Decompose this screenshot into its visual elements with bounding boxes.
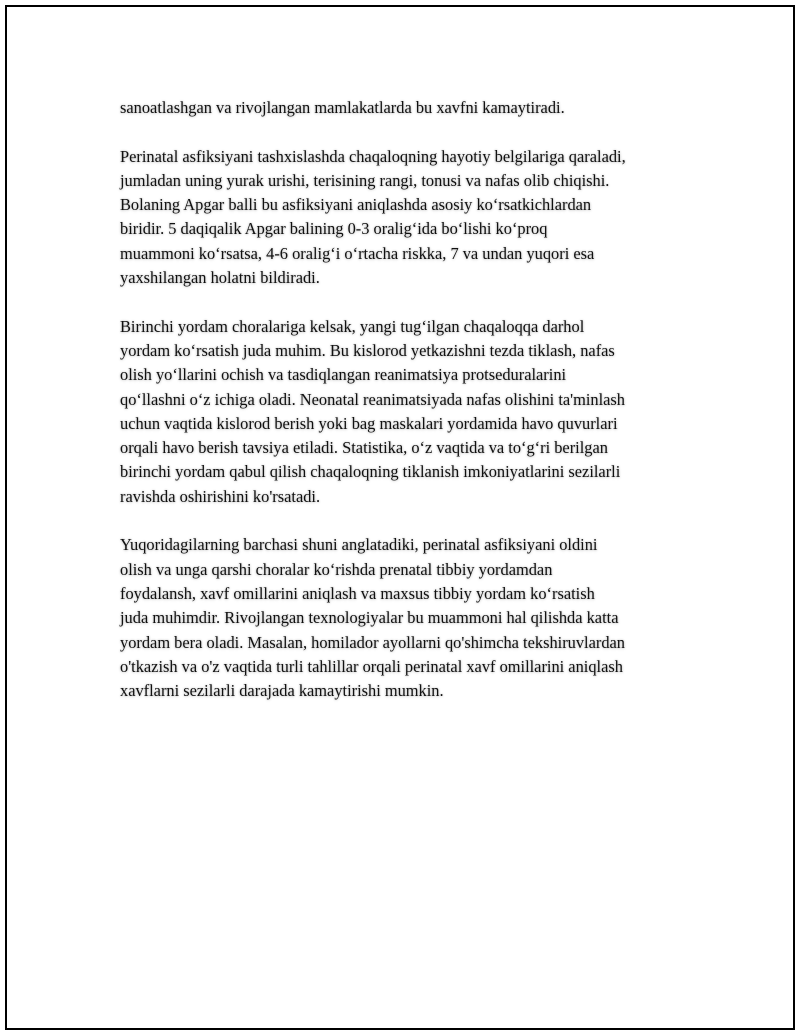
text-line: ravishda oshirishini ko'rsatadi. [120, 486, 321, 506]
text-line: yaxshilangan holatni bildiradi. [120, 268, 320, 288]
text-line: yordam ko‘rsatish juda muhim. Bu kislorod yetkazishni tezda tiklash, nafas [120, 340, 615, 360]
text-line: orqali havo berish tavsiya etiladi. Statistika, o‘z vaqtida va to‘g‘ri berilgan [120, 438, 608, 458]
text-line: o'tkazish va o'z vaqtida turli tahlillar orqali perinatal xavf omillarini aniqlash [120, 656, 623, 676]
text-line: juda muhimdir. Rivojlangan texnologiyalar bu muammoni hal qilishda katta [120, 608, 619, 628]
paragraph-2 [120, 145, 710, 291]
text-line: xavflarni sezilarli darajada kamaytirishi mumkin. [120, 681, 444, 701]
text-line: birinchi yordam qabul qilish chaqaloqning tiklanish imkoniyatlarini sezilarli [120, 462, 621, 482]
text-line: Perinatal asfiksiyani tashxislashda chaqaloqning hayotiy belgilariga qaraladi, [120, 146, 626, 166]
text-line: Bolaning Apgar balli bu asfiksiyani aniqlashda asosiy ko‘rsatkichlardan [120, 195, 592, 215]
document-body [120, 96, 710, 728]
text-line: Birinchi yordam choralariga kelsak, yangi tug‘ilgan chaqaloqqa darhol [120, 316, 585, 336]
text-line: sanoatlashgan va rivojlangan mamlakatlarda bu xavfni kamaytiradi. [120, 98, 565, 117]
text-line: olish va unga qarshi choralar ko‘rishda prenatal tibbiy yordamdan [120, 559, 553, 579]
paragraph-3 [120, 315, 710, 509]
text-line: olish yo‘llarini ochish va tasdiqlangan reanimatsiya protseduralarini [120, 365, 567, 385]
text-line: uchun vaqtida kislorod berish yoki bag maskalari yordamida havo quvurlari [120, 413, 618, 433]
document-page [5, 5, 795, 1030]
text-line: yordam bera oladi. Masalan, homilador ayollarni qo'shimcha tekshiruvlardan [120, 632, 625, 652]
text-line: foydalansh, xavf omillarini aniqlash va maxsus tibbiy yordam ko‘rsatish [120, 583, 595, 603]
text-line: muammoni ko‘rsatsa, 4-6 oralig‘i o‘rtacha riskka, 7 va undan yuqori esa [120, 243, 595, 263]
text-line: Yuqoridagilarning barchasi shuni anglatadiki, perinatal asfiksiyani oldini [120, 535, 598, 555]
paragraph-4 [120, 533, 710, 703]
text-line: biridir. 5 daqiqalik Apgar balining 0-3 oralig‘ida bo‘lishi ko‘proq [120, 219, 548, 239]
text-line: qo‘llashni o‘z ichiga oladi. Neonatal reanimatsiyada nafas olishini ta'minlash [120, 389, 625, 409]
paragraph-1 [120, 96, 710, 120]
text-line: jumladan uning yurak urishi, terisining rangi, tonusi va nafas olib chiqishi. [120, 170, 610, 190]
